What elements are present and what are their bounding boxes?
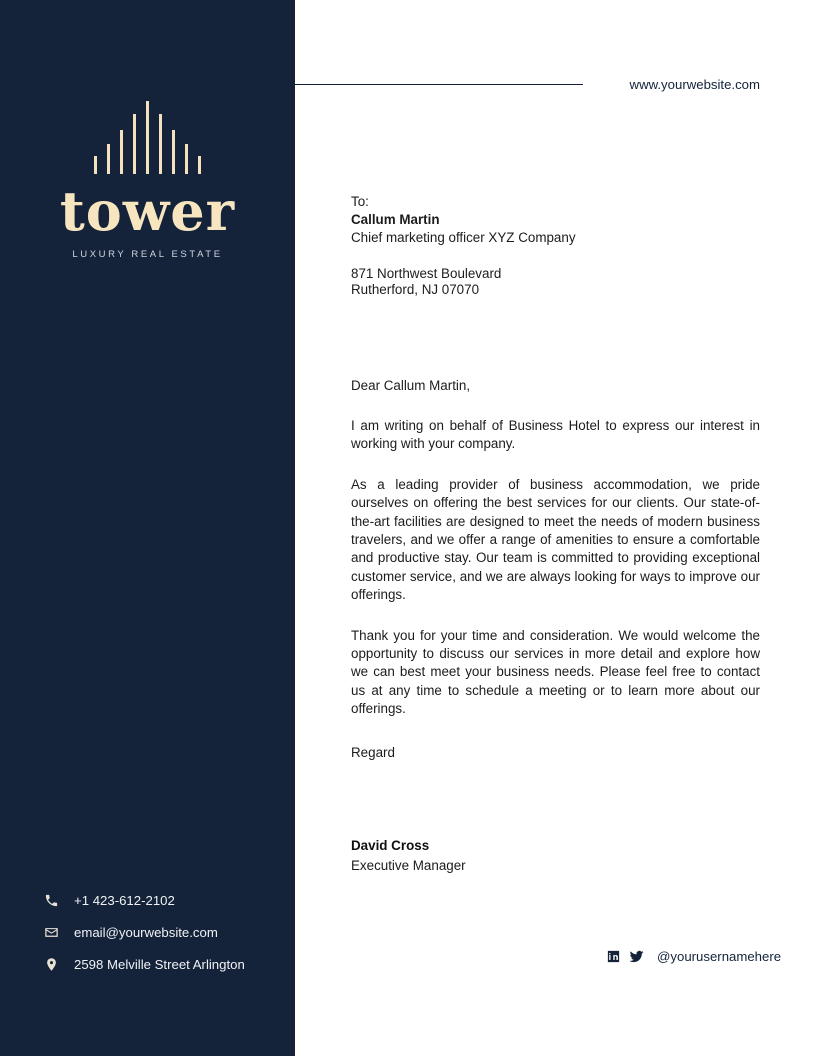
to-label: To: bbox=[351, 194, 369, 209]
website-url[interactable]: www.yourwebsite.com bbox=[629, 77, 760, 92]
recipient-address-line-2: Rutherford, NJ 07070 bbox=[351, 281, 480, 297]
signer-title: Executive Manager bbox=[351, 858, 466, 873]
paragraph-2: As a leading provider of business accommodation, we pride ourselves on offering the best services for our clients. Our state-of-the-art facilities are designed to meet the needs of modern business travelers, and we offer a range of amenities to ensure a comfortable and productive stay. Our team is committed to providing exceptional customer service, and we are always looking for ways to improve our offerings. bbox=[351, 476, 760, 603]
tower-bar-8 bbox=[185, 144, 188, 174]
letter-content bbox=[295, 0, 816, 1056]
letter-text bbox=[351, 377, 760, 732]
social-footer bbox=[606, 948, 781, 965]
paragraph-1: I am writing on behalf of Business Hotel to express our interest in working with your company. bbox=[351, 418, 760, 452]
header bbox=[295, 77, 816, 92]
tower-bar-5 bbox=[146, 101, 149, 174]
social-handle[interactable]: @yourusernamehere bbox=[657, 949, 782, 964]
logo-tagline: LUXURY REAL ESTATE bbox=[72, 249, 223, 260]
tower-bar-3 bbox=[120, 130, 123, 174]
contact-address-text: 2598 Melville Street Arlington bbox=[74, 956, 245, 972]
salutation: Dear Callum Martin, bbox=[351, 378, 471, 393]
contact-address[interactable] bbox=[44, 948, 284, 980]
signature-block bbox=[351, 836, 760, 876]
contact-email-text: email@yourwebsite.com bbox=[74, 924, 218, 940]
linkedin-icon[interactable] bbox=[606, 949, 621, 964]
email-icon bbox=[44, 925, 66, 940]
phone-icon bbox=[44, 893, 66, 908]
tower-bars-icon bbox=[0, 96, 295, 174]
contact-phone[interactable] bbox=[44, 884, 284, 916]
recipient-title: Chief marketing officer XYZ Company bbox=[351, 230, 576, 245]
recipient-name: Callum Martin bbox=[351, 212, 440, 227]
twitter-icon[interactable] bbox=[628, 948, 645, 965]
contact-phone-text: +1 423-612-2102 bbox=[74, 892, 175, 908]
header-divider bbox=[295, 84, 583, 85]
tower-bar-4 bbox=[133, 114, 136, 174]
tower-bar-9 bbox=[198, 156, 201, 174]
tower-bar-1 bbox=[94, 156, 97, 174]
tower-bar-2 bbox=[107, 144, 110, 174]
contact-email[interactable] bbox=[44, 916, 284, 948]
signer-name: David Cross bbox=[351, 838, 430, 853]
logo bbox=[0, 96, 295, 260]
tower-bar-6 bbox=[159, 114, 162, 174]
paragraph-3: Thank you for your time and consideration. We would welcome the opportunity to discuss our services in more detail and explore how we can best meet your business needs. Please feel free to contact us at any time to schedule a meeting or to learn more about our offerings. bbox=[351, 627, 760, 717]
sidebar bbox=[0, 0, 295, 1056]
contact-list bbox=[44, 884, 284, 980]
tower-bar-7 bbox=[172, 130, 175, 174]
closing-line: Regard bbox=[351, 745, 395, 760]
recipient-block bbox=[351, 193, 760, 297]
recipient-address-line-1: 871 Northwest Boulevard bbox=[351, 266, 502, 281]
logo-wordmark: tower bbox=[59, 179, 236, 243]
location-pin-icon bbox=[44, 957, 66, 972]
